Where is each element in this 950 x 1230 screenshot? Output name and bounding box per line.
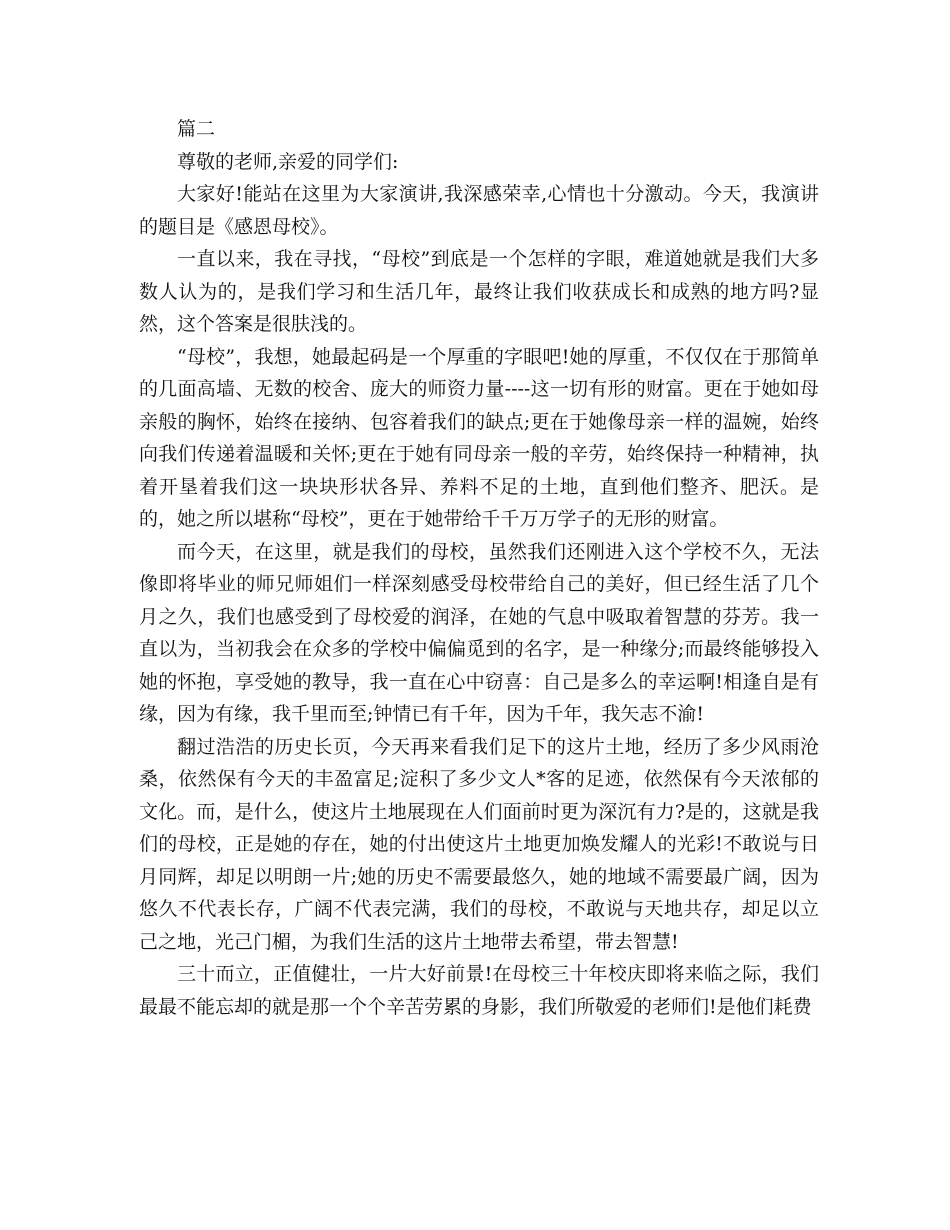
paragraph-6: 三十而立，正值健壮，一片大好前景!在母校三十年校庆即将来临之际，我们最最不能忘却的就是那一个个辛苦劳累的身影，我们所敬爱的老师们!是他们耗费	[139, 963, 819, 1018]
paragraph-1: 大家好!能站在这里为大家演讲,我深感荣幸,心情也十分激动。今天，我演讲的题目是《感恩母校》。	[139, 183, 819, 238]
paragraph-4: 而今天，在这里，就是我们的母校，虽然我们还刚进入这个学校不久，无法像即将毕业的师兄师姐们一样深刻感受母校带给自己的美好，但已经生活了几个月之久，我们也感受到了母校爱的润泽，在她的气息中吸取着智慧的芬芳。我一直以为，当初我会在众多的学校中偏偏觅到的名字，是一种缘分;而最终能够投入她的怀抱，享受她的教导，我一直在心中窃喜：自己是多么的幸运啊!相逢自是有缘，因为有缘，我千里而至;钟情已有千年，因为千年，我矢志不渝!	[139, 540, 819, 725]
salutation: 尊敬的老师,亲爱的同学们:	[177, 150, 399, 173]
paragraph-2: 一直以来，我在寻找，“母校”到底是一个怎样的字眼，难道她就是我们大多数人认为的，是我们学习和生活几年，最终让我们收获成长和成熟的地方吗?显然，这个答案是很肤浅的。	[139, 248, 819, 335]
paragraph-5: 翻过浩浩的历史长页，今天再来看我们足下的这片土地，经历了多少风雨沧桑，依然保有今天的丰盈富足;淀积了多少文人*客的足迹，依然保有今天浓郁的文化。而，是什么，使这片土地展现在人们面前时更为深沉有力?是的，这就是我们的母校，正是她的存在，她的付出使这片土地更加焕发耀人的光彩!不敢说与日月同辉，却足以明朗一片;她的历史不需要最悠久，她的地域不需要最广阔，因为悠久不代表长存，广阔不代表完满，我们的母校，不敢说与天地共存，却足以立己之地，光己门楣，为我们生活的这片土地带去希望，带去智慧!	[139, 735, 819, 953]
paragraph-3: “母校”，我想，她最起码是一个厚重的字眼吧!她的厚重，不仅仅在于那简单的几面高墙、无数的校舍、庞大的师资力量----这一切有形的财富。更在于她如母亲般的胸怀，始终在接纳、包容着我们的缺点;更在于她像母亲一样的温婉，始终向我们传递着温暖和关怀;更在于她有同母亲一般的辛劳，始终保持一种精神，执着开垦着我们这一块块形状各异、养料不足的土地，直到他们整齐、肥沃。是的，她之所以堪称“母校”，更在于她带给千千万万学子的无形的财富。	[139, 345, 819, 530]
document-body	[139, 113, 819, 1023]
section-title: 篇二	[177, 118, 216, 140]
